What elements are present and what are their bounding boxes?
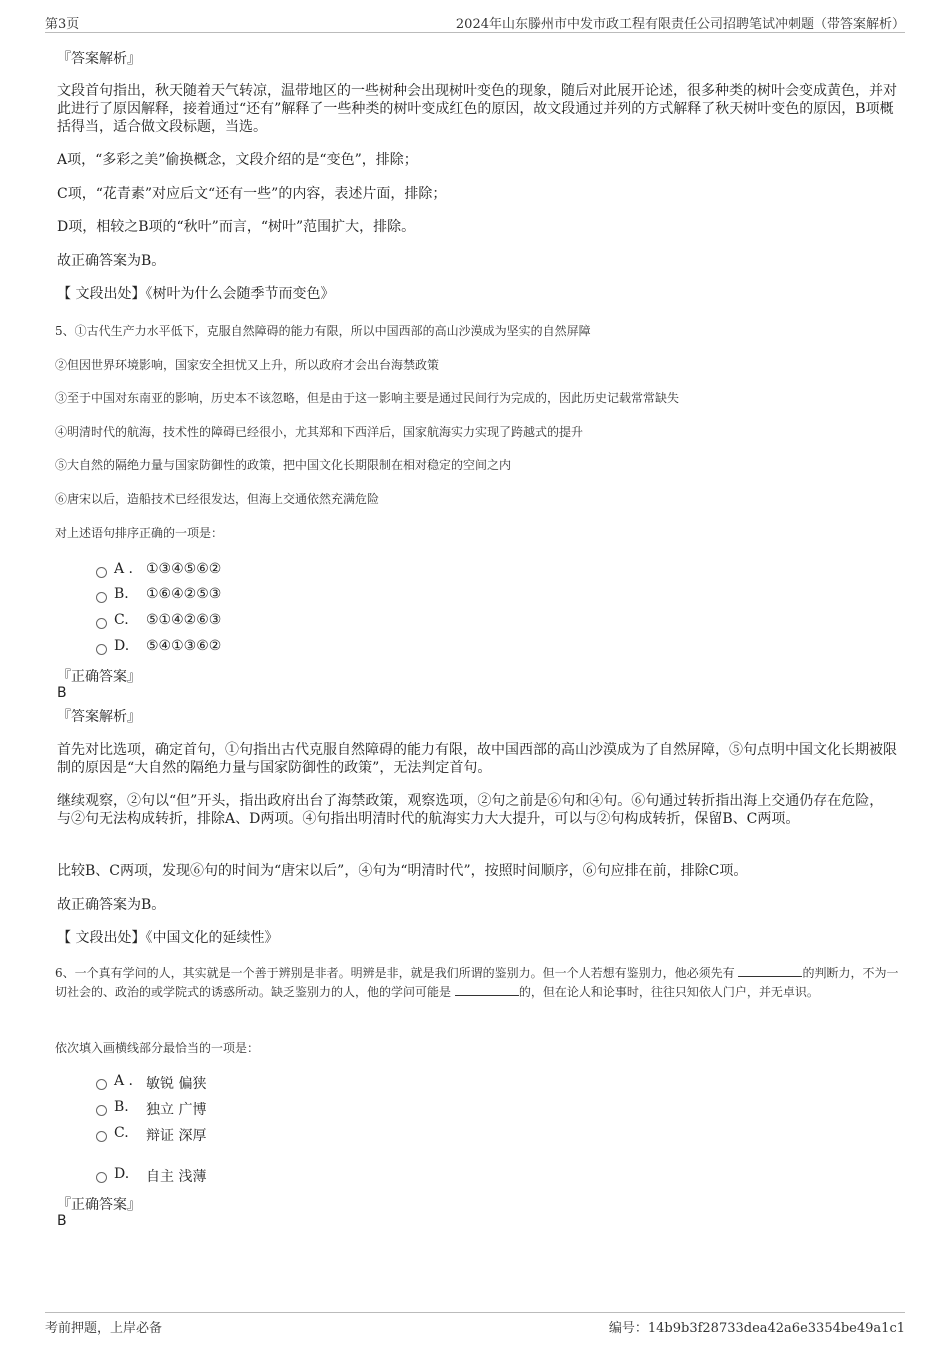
radio-icon[interactable] [96, 567, 107, 578]
option-text: 自主 浅薄 [146, 1169, 207, 1185]
option-text: 独立 广博 [146, 1102, 207, 1118]
q5-analysis-p2: 继续观察，②句以“但”开头，指出政府出台了海禁政策，观察选项，②句之前是⑥句和④句。⑥句通过转折指出海上交通仍存在危险，与②句无法构成转折，排除A、D两项。④句指出明清时代的航海实力大大提升，可以与②句构成转折，保留B、C两项。 [57, 793, 884, 827]
document-title: 2024年山东滕州市中发市政工程有限责任公司招聘笔试冲刺题（带答案解析） [455, 17, 905, 32]
document-code: 编号：14b9b3f28733dea42a6e3354be49a1c1 [608, 1321, 905, 1336]
option-letter: D. [114, 1166, 130, 1182]
q6-text-c: 的，但在论人和论事时，往往只知依人门户，并无卓识。 [518, 985, 819, 999]
page-footer [45, 1312, 905, 1337]
q6-question-text [55, 964, 900, 1002]
radio-icon[interactable] [96, 644, 107, 655]
radio-icon[interactable] [96, 618, 107, 629]
q4-analysis-p2: A项，“多彩之美”偷换概念，文段介绍的是“变色”，排除； [57, 152, 418, 168]
option-letter: C. [114, 1125, 129, 1141]
page-header [45, 10, 905, 33]
q5-line-5: ⑤大自然的隔绝力量与国家防御性的政策，把中国文化长期限制在相对稳定的空间之内 [55, 458, 512, 472]
option-letter: C. [114, 612, 129, 628]
q5-line-3: ③至于中国对东南亚的影响，历史本不该忽略，但是由于这一影响主要是通过民间行为完成的，因此历史记载常常缺失 [55, 391, 680, 405]
option-letter: A . [114, 561, 134, 577]
q5-correct-answer: B [57, 685, 67, 701]
q5-analysis-label: 『答案解析』 [57, 709, 141, 725]
radio-icon[interactable] [96, 1131, 107, 1142]
q4-source: 【 文段出处】《树叶为什么会随季节而变色》 [57, 286, 335, 302]
option-text: ①⑥④②⑤③ [146, 586, 222, 602]
q5-analysis-p1: 首先对比选项，确定首句，①句指出古代克服自然障碍的能力有限，故中国西部的高山沙漠成为了自然屏障，⑤句点明中国文化长期被限制的原因是“大自然的隔绝力量与国家防御性的政策”，无法判定首句。 [57, 742, 897, 776]
option-letter: D. [114, 638, 130, 654]
q6-correct-label: 『正确答案』 [57, 1197, 141, 1213]
q5-line-4: ④明清时代的航海，技术性的障碍已经很小，尤其郑和下西洋后，国家航海实力实现了跨越式的提升 [55, 425, 584, 439]
q5-source: 【 文段出处】《中国文化的延续性》 [57, 930, 279, 946]
q5-prompt: 对上述语句排序正确的一项是： [55, 526, 224, 540]
q5-line-6: ⑥唐宋以后，造船技术已经很发达，但海上交通依然充满危险 [55, 492, 380, 506]
q4-analysis-p5: 故正确答案为B。 [57, 253, 166, 269]
option-text: ①③④⑤⑥② [146, 561, 222, 577]
q6-prompt: 依次填入画横线部分最恰当的一项是： [55, 1041, 260, 1055]
option-letter: A . [114, 1073, 134, 1089]
q5-correct-label: 『正确答案』 [57, 669, 141, 685]
radio-icon[interactable] [96, 1079, 107, 1090]
q4-analysis-p4: D项，相较之B项的“秋叶”而言，“树叶”范围扩大，排除。 [57, 219, 416, 235]
q6-blank-1 [738, 964, 802, 977]
q5-analysis-p3: 比较B、C两项，发现⑥句的时间为“唐宋以后”，④句为“明清时代”，按照时间顺序，⑥句应排在前，排除C项。 [57, 863, 748, 879]
radio-icon[interactable] [96, 592, 107, 603]
q6-blank-2 [455, 983, 519, 996]
q4-analysis-p1: 文段首句指出，秋天随着天气转凉，温带地区的一些树种会出现树叶变色的现象，随后对此展开论述，很多种类的树叶会变成黄色，并对此进行了原因解释，接着通过“还有”解释了一些种类的树叶变成红色的原因，故文段通过并列的方式解释了秋天树叶变色的原因，B项概括得当，适合做文段标题，当选。 [57, 83, 897, 135]
radio-icon[interactable] [96, 1105, 107, 1116]
q6-text-a: 6、一个真有学问的人，其实就是一个善于辨别是非者。明辨是非，就是我们所谓的鉴别力。但一个人若想有鉴别力，他必须先有 [55, 966, 735, 980]
radio-icon[interactable] [96, 1172, 107, 1183]
option-text: 敏锐 偏狭 [146, 1076, 207, 1092]
q5-line-2: ②但因世界环境影响，国家安全担忧又上升，所以政府才会出台海禁政策 [55, 358, 440, 372]
q4-analysis-label: 『答案解析』 [57, 51, 141, 67]
q5-line-1: 5、①古代生产力水平低下，克服自然障碍的能力有限，所以中国西部的高山沙漠成为坚实的自然屏障 [55, 324, 591, 338]
option-text: ⑤①④②⑥③ [146, 612, 222, 628]
option-letter: B. [114, 1099, 129, 1115]
option-text: ⑤④①③⑥② [146, 638, 222, 654]
q6-correct-answer: B [57, 1213, 67, 1229]
q5-analysis-p4: 故正确答案为B。 [57, 897, 166, 913]
footer-slogan: 考前押题，上岸必备 [45, 1321, 163, 1336]
option-text: 辩证 深厚 [146, 1128, 207, 1144]
q4-analysis-p3: C项，“花青素”对应后文“还有一些”的内容，表述片面，排除； [57, 186, 447, 202]
option-letter: B. [114, 586, 129, 602]
q6-text-b: 的判断力，不为一切社会的、政治的或学院式的诱惑所动。缺乏鉴别力的人，他的学问可能是 [55, 966, 899, 999]
page-number: 第3页 [45, 17, 80, 32]
